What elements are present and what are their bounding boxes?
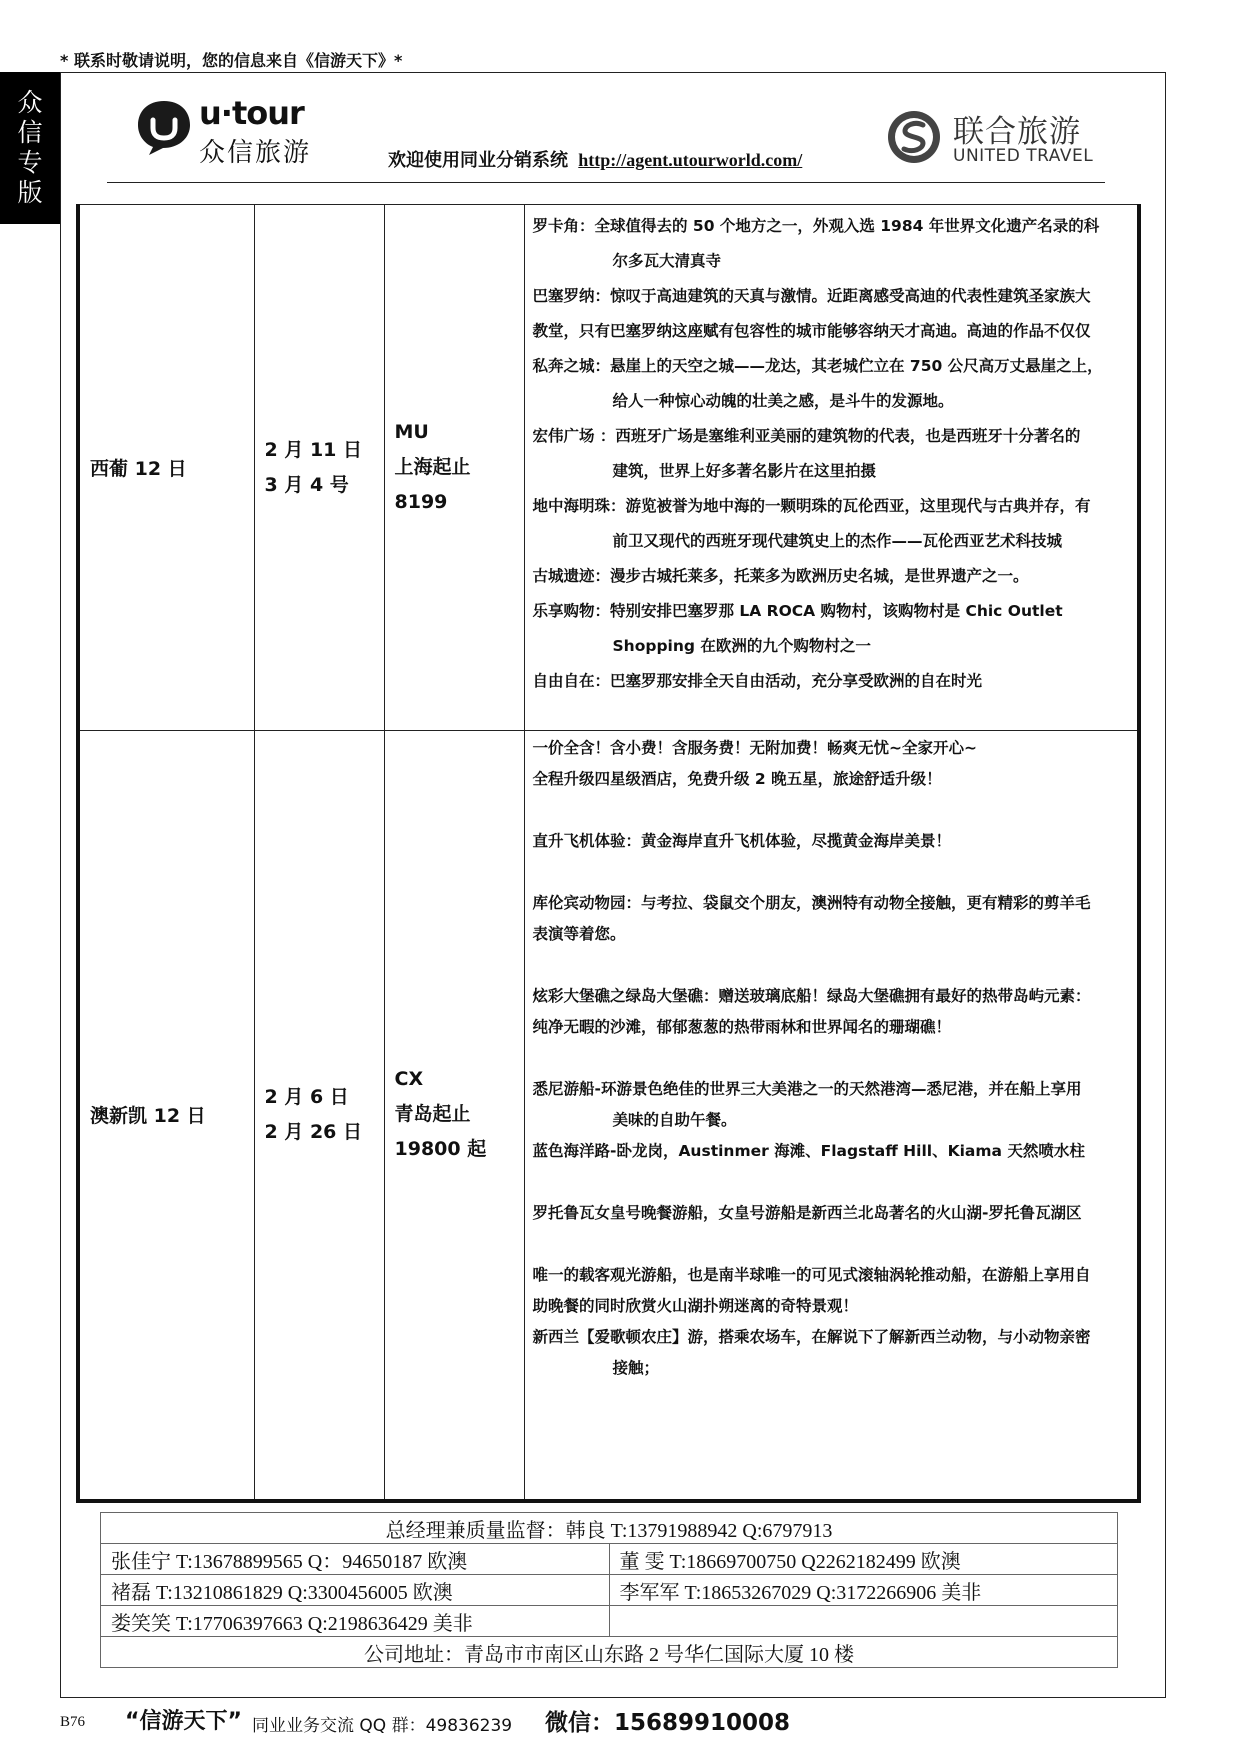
highlight-line	[533, 830, 1130, 853]
highlight-label: 自由自在：	[532, 672, 611, 690]
utour-speech-icon	[135, 98, 193, 156]
highlight-line	[533, 600, 1130, 623]
highlight-line	[533, 670, 1130, 693]
side-tab-char: 专	[17, 148, 43, 177]
airline-code: MU	[394, 421, 429, 443]
contact-cell: 娄笑笑 T:17706397663 Q:2198636429 美非	[101, 1606, 610, 1637]
highlight-line	[533, 1202, 1130, 1225]
highlight-text: 悬崖上的天空之城——龙达，其老城伫立在 750 公尺高万丈悬崖之上，	[610, 357, 1103, 375]
highlight-line	[533, 923, 1130, 946]
highlight-text: 教堂，只有巴塞罗纳这座赋有包容性的城市能够容纳天才高迪。高迪的作品不仅仅	[532, 322, 1091, 340]
highlight-text: 游览被誉为地中海的一颗明珠的瓦伦西亚，这里现代与古典并存，有	[625, 497, 1091, 515]
highlight-line	[533, 425, 1130, 448]
contacts-table	[100, 1512, 1118, 1668]
welcome-line	[388, 146, 802, 172]
departure-date: 2 月 26 日	[264, 1120, 363, 1143]
highlight-label: 唯一的载客观光游船，	[532, 1266, 688, 1284]
highlight-line	[533, 1140, 1130, 1163]
highlight-label: 巴塞罗纳：	[532, 287, 611, 305]
highlight-text: 特别安排巴塞罗那 LA ROCA 购物村，该购物村是 Chic Outlet	[610, 602, 1063, 620]
highlight-label: 库伦宾动物园：	[532, 894, 642, 912]
departure-city: 青岛起止	[394, 1103, 471, 1126]
footer-qq-group: 同业业务交流 QQ 群：49836239	[252, 1716, 513, 1736]
highlight-line	[533, 495, 1130, 518]
utour-logo	[135, 90, 350, 170]
side-tab-char: 版	[17, 178, 43, 207]
highlight-text: 黄金海岸直升飞机体验，尽揽黄金海岸美景！	[641, 832, 952, 850]
airline-info	[384, 731, 524, 1501]
highlight-label: 炫彩大堡礁之绿岛大堡礁：	[532, 987, 719, 1005]
departure-city: 上海起止	[394, 456, 471, 478]
header-divider	[107, 182, 1105, 183]
highlight-line	[533, 1078, 1130, 1101]
highlight-text: 一价全含！含小费！含服务费！无附加费！畅爽无忧~全家开心~	[532, 739, 977, 757]
highlight-continuation: 接触；	[612, 1359, 660, 1377]
highlight-text: 全程升级四星级酒店，免费升级 2 晚五星，旅途舒适升级！	[532, 770, 942, 788]
route-name: 澳新凯 12 日	[78, 731, 254, 1501]
highlight-text: 也是南半球唯一的可见式滚轴涡轮推动船，在游船上享用自	[687, 1266, 1091, 1284]
side-tab-char: 众	[17, 88, 43, 117]
footer-wechat: 微信：15689910008	[545, 1710, 791, 1736]
highlight-line	[533, 215, 1130, 238]
airline-info	[384, 205, 524, 731]
highlight-text: 漫步古城托莱多，托莱多为欧洲历史名城，是世界遗产之一。	[610, 567, 1029, 585]
highlight-text: 女皇号游船是新西兰北岛著名的火山湖-罗托鲁瓦湖区	[718, 1204, 1082, 1222]
page-number: B76	[60, 1714, 86, 1730]
highlight-text: 全球值得去的 50 个地方之一，外观入选 1984 年世界文化遗产名录的科	[594, 217, 1100, 235]
highlight-label: 宏伟广场 ：	[532, 427, 616, 445]
welcome-text: 欢迎使用同业分销系统	[388, 150, 568, 171]
itinerary-table	[76, 204, 1141, 1503]
highlight-label: 直升飞机体验：	[532, 832, 642, 850]
highlight-continuation: 给人一种惊心动魄的壮美之感，是斗牛的发源地。	[612, 392, 954, 410]
highlight-text: 搭乘农场车，在解说下了解新西兰动物，与小动物亲密	[718, 1328, 1091, 1346]
contact-cell: 李军军 T:18653267029 Q:3172266906 美非	[609, 1575, 1118, 1606]
highlight-label: 蓝色海洋路-	[532, 1142, 617, 1160]
contact-cell: 董 雯 T:18669700750 Q2262182499 欧澳	[609, 1544, 1118, 1575]
departure-date: 2 月 11 日	[264, 438, 363, 461]
contact-cell: 张佳宁 T:13678899565 Q：94650187 欧澳	[101, 1544, 610, 1575]
highlight-text: 与考拉、袋鼠交个朋友，澳洲特有动物全接触，更有精彩的剪羊毛	[641, 894, 1091, 912]
united-logo-en: UNITED TRAVEL	[953, 146, 1094, 166]
side-tab	[0, 72, 60, 224]
highlight-label: 新西兰【爱歌顿农庄】游，	[532, 1328, 719, 1346]
departure-date: 3 月 4 号	[264, 473, 349, 496]
highlight-text: 赠送玻璃底船！绿岛大堡礁拥有最好的热带岛屿元素：	[718, 987, 1091, 1005]
highlight-text: 惊叹于高迪建筑的天真与激情。近距离感受高迪的代表性建筑圣家族大	[610, 287, 1091, 305]
price: 19800 起	[394, 1138, 487, 1161]
highlight-text: 助晚餐的同时欣赏火山湖扑朔迷离的奇特景观！	[532, 1297, 859, 1315]
highlight-line	[533, 320, 1130, 343]
price: 8199	[394, 491, 448, 513]
utour-logo-en: u·tour	[199, 94, 304, 132]
contact-cell: 褚磊 T:13210861829 Q:3300456005 欧澳	[101, 1575, 610, 1606]
highlight-line	[533, 985, 1130, 1008]
highlight-line	[533, 737, 1130, 760]
departure-dates	[254, 731, 384, 1501]
utour-logo-cn: 众信旅游	[199, 138, 312, 168]
airline-code: CX	[394, 1068, 424, 1091]
highlight-line	[533, 1264, 1130, 1287]
highlight-line	[533, 355, 1130, 378]
footer-brand: “信游天下”	[125, 1709, 242, 1734]
highlight-text: 环游景色绝佳的世界三大美港之一的天然港湾—悉尼港，并在船上享用	[600, 1080, 1082, 1098]
highlight-label: 罗托鲁瓦女皇号晚餐游船，	[532, 1204, 719, 1222]
highlight-text: 西班牙广场是塞维利亚美丽的建筑物的代表，也是西班牙十分著名的	[615, 427, 1081, 445]
united-travel-logo	[885, 104, 1095, 174]
highlight-text: 表演等着您。	[532, 925, 626, 943]
united-logo-cn: 联合旅游	[953, 114, 1081, 150]
highlight-continuation: 前卫又现代的西班牙现代建筑史上的杰作——瓦伦西亚艺术科技城	[612, 532, 1063, 550]
highlight-line	[533, 285, 1130, 308]
highlight-continuation: 美味的自助午餐。	[612, 1111, 737, 1129]
highlight-label: 罗卡角：	[532, 217, 595, 235]
departure-dates	[254, 205, 384, 731]
manager-contact: 总经理兼质量监督：韩良 T:13791988942 Q:6797913	[101, 1513, 1118, 1544]
highlight-label: 悉尼游船-	[532, 1080, 601, 1098]
highlight-continuation: 尔多瓦大清真寺	[612, 252, 722, 270]
agent-link[interactable]: http://agent.utourworld.com/	[578, 150, 803, 170]
highlights-cell	[524, 205, 1139, 731]
highlight-text: 卧龙岗，Austinmer 海滩、Flagstaff Hill、Kiama 天然喷水柱	[616, 1142, 1085, 1160]
company-address: 公司地址：青岛市市南区山东路 2 号华仁国际大厦 10 楼	[101, 1637, 1118, 1668]
table-row	[78, 205, 1139, 731]
contact-cell	[609, 1606, 1118, 1637]
departure-date: 2 月 6 日	[264, 1085, 349, 1108]
highlight-label: 私奔之城：	[532, 357, 611, 375]
highlights-cell	[524, 731, 1139, 1501]
highlight-line	[533, 1016, 1130, 1039]
united-travel-icon	[885, 108, 943, 166]
highlight-line	[533, 565, 1130, 588]
highlight-line	[533, 1326, 1130, 1349]
top-note: * 联系时敬请说明，您的信息来自《信游天下》*	[60, 51, 403, 70]
table-row	[78, 731, 1139, 1501]
side-tab-char: 信	[17, 118, 43, 147]
highlight-line	[533, 768, 1130, 791]
highlight-label: 古城遗迹：	[532, 567, 611, 585]
highlight-text: 巴塞罗那安排全天自由活动，充分享受欧洲的自在时光	[610, 672, 983, 690]
highlight-continuation: Shopping 在欧洲的九个购物村之一	[612, 637, 871, 655]
route-name: 西葡 12 日	[78, 205, 254, 731]
highlight-line	[533, 892, 1130, 915]
highlight-line	[533, 1295, 1130, 1318]
highlight-label: 乐享购物：	[532, 602, 611, 620]
highlight-label: 地中海明珠：	[532, 497, 626, 515]
highlight-text: 纯净无暇的沙滩，郁郁葱葱的热带雨林和世界闻名的珊瑚礁！	[532, 1018, 952, 1036]
highlight-continuation: 建筑，世界上好多著名影片在这里拍摄	[612, 462, 877, 480]
